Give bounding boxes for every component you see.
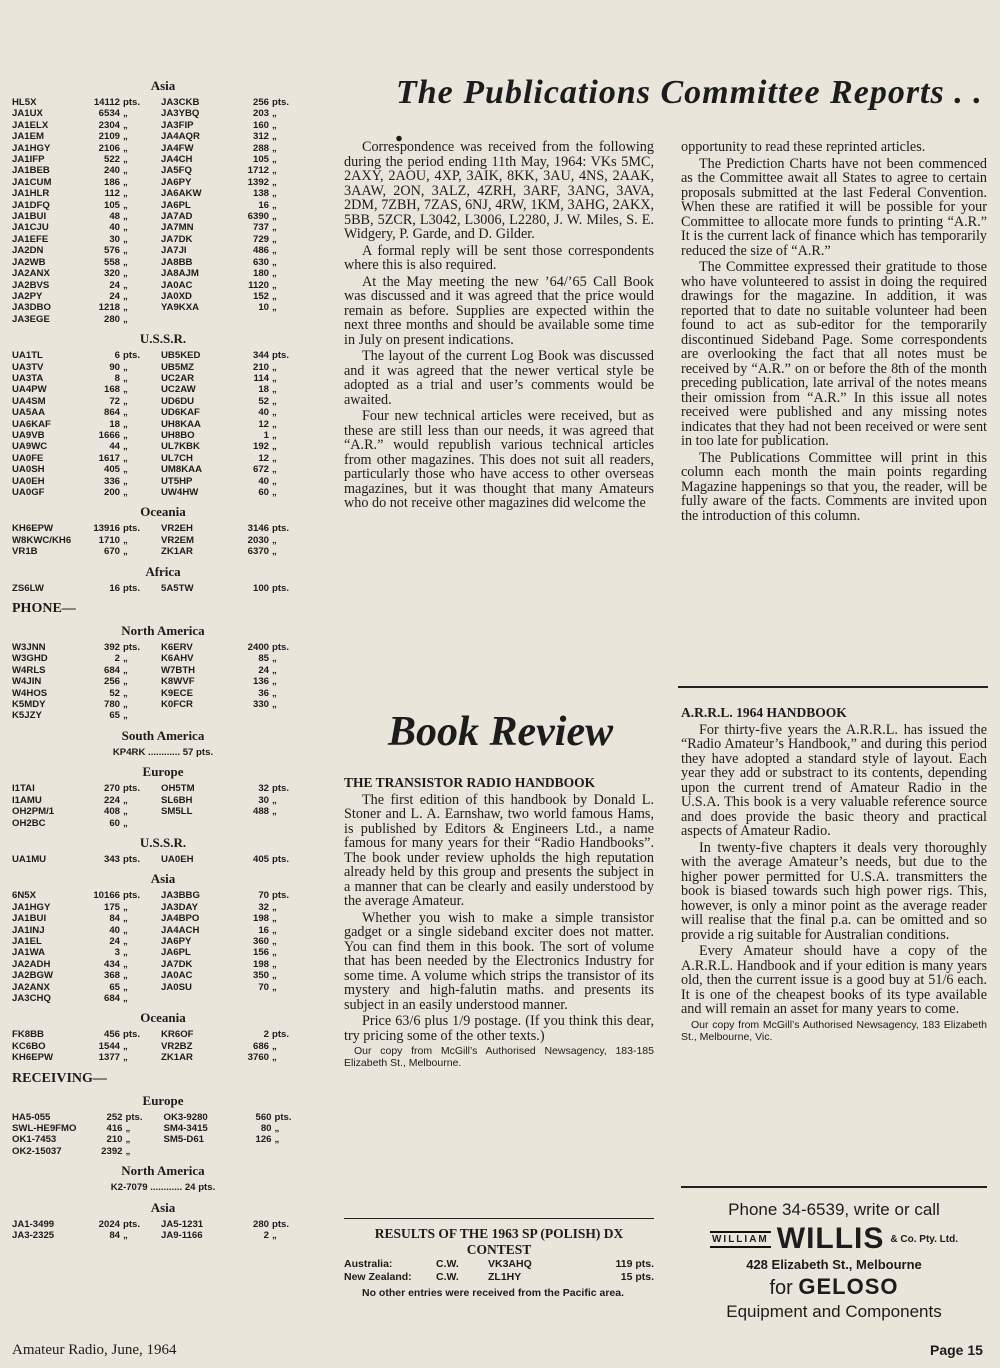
table-row: JA3-2325 84 „ JA9-1166 2 „ bbox=[12, 1230, 277, 1242]
score-region-heading: Oceania bbox=[140, 504, 186, 520]
score-region-heading: Europe bbox=[142, 764, 184, 780]
table-row: W4HOS 52 „ K9ECE 36 „ bbox=[12, 687, 277, 699]
table-row: K5MDY 780 „ K0FCR 330 „ bbox=[12, 699, 277, 711]
review-paragraph: Whether you wish to make a simple transistor gadget or a single sideband exciter does not matter. You can find them in this book. The sort of volume that has been needed by the Electronics Industry for some time. A volume which strips the transistor of its mystery and high-falutin maths. and presents its subject in an easily understood manner. bbox=[344, 909, 654, 1013]
pub-paragraph: The Prediction Charts have not been commenced as the Committee await all States to agree to certain proposals submitted at the last Federal Convention. When these are ratified it will be possible for your Committee to allocate more funds to printing “A.R.” It is the current lack of finance which has temporarily reduced the size of “A.R.” bbox=[681, 155, 987, 259]
score-table bbox=[12, 523, 314, 557]
footer-issue: Amateur Radio, June, 1964 bbox=[12, 1342, 177, 1358]
table-row: UA4PW 168 „ UC2AW 18 „ bbox=[12, 384, 277, 396]
dx-score-listing bbox=[12, 72, 314, 1241]
table-row: VR1B 670 „ ZK1AR 6370 „ bbox=[12, 546, 277, 558]
table-row: UA1MU 343 pts. UA0EH 405 pts. bbox=[12, 853, 290, 865]
table-row: I1AMU 224 „ SL6BH 30 „ bbox=[12, 794, 277, 806]
score-table bbox=[12, 350, 314, 498]
table-row: ZS6LW 16 pts. 5A5TW 100 pts. bbox=[12, 582, 290, 594]
logo-co: & Co. Pty. Ltd. bbox=[890, 1233, 958, 1245]
table-row: JA1ELX 2304 „ JA3FIP 160 „ bbox=[12, 119, 277, 131]
table-row: UA4SM 72 „ UD6DU 52 „ bbox=[12, 395, 277, 407]
table-row: KC6BO 1544 „ VR2BZ 686 „ bbox=[12, 1040, 277, 1052]
score-table bbox=[12, 583, 314, 594]
score-region-heading: Asia bbox=[150, 78, 176, 93]
table-row: JA3EGE 280 „ bbox=[12, 313, 128, 325]
score-region-heading: U.S.S.R. bbox=[139, 834, 187, 850]
table-row: JA1BEB 240 „ JA5FQ 1712 „ bbox=[12, 165, 277, 177]
score-region-heading: North America bbox=[121, 623, 205, 639]
table-row: OK2-15037 2392 „ bbox=[12, 1145, 131, 1157]
review-paragraph: Every Amateur should have a copy of the A.R.R.L. Handbook and if your edition is many years old, then the current issue is a good buy at 51/6 each. It is one of the cheapest books of its type available and will remain an asset for many years to come. bbox=[681, 943, 987, 1017]
score-category-heading: PHONE— bbox=[12, 601, 76, 617]
score-region-heading: Oceania bbox=[140, 1010, 186, 1026]
score-region-heading: South America bbox=[121, 727, 205, 743]
table-row: Australia: C.W. VK3AHQ 119 pts. bbox=[344, 1258, 654, 1270]
table-row: UA6KAF 18 „ UH8KAA 12 „ bbox=[12, 418, 277, 430]
score-region-heading: Africa bbox=[145, 563, 181, 579]
table-row: JA2PY 24 „ JA0XD 152 „ bbox=[12, 290, 277, 302]
score-table bbox=[12, 854, 314, 865]
table-row: K5JZY 65 „ bbox=[12, 710, 128, 722]
review-paragraph: For thirty-five years the A.R.R.L. has issued the “Radio Amateur’s Handbook,” and during this period they have adopted a standard style of layout. Each year they add or substract to its contents, depending upon the current trend of Amateur Radio in the U.S.A. This book is a very valuable reference source and does provide the basic theory and practical aspects of Amateur Radio. bbox=[681, 721, 987, 839]
score-table bbox=[12, 1112, 314, 1158]
table-row: JA1EM 2109 „ JA4AQR 312 „ bbox=[12, 131, 277, 143]
table-row: JA1UX 6534 „ JA3YBQ 203 „ bbox=[12, 108, 277, 120]
score-region-heading: Asia bbox=[150, 871, 176, 887]
table-row: JA2DN 576 „ JA7JI 486 „ bbox=[12, 245, 277, 257]
table-row: SWL-HE9FMO 416 „ SM4-3415 80 „ bbox=[12, 1123, 280, 1134]
table-row: UA0FE 1617 „ UL7CH 12 „ bbox=[12, 452, 277, 464]
table-row: JA2ANX 320 „ JA8AJM 180 „ bbox=[12, 268, 277, 280]
table-row: JA1CUM 186 „ JA6PY 1392 „ bbox=[12, 176, 277, 188]
willis-advertisement bbox=[681, 1198, 987, 1323]
score-single-entry: KP4RK ............ 57 pts. bbox=[112, 746, 214, 758]
table-row: JA2BGW 368 „ JA0AC 350 „ bbox=[12, 970, 277, 982]
table-row: JA1BUI 84 „ JA4BPO 198 „ bbox=[12, 913, 277, 925]
score-table bbox=[12, 1219, 314, 1242]
review-source-note: Our copy from McGill’s Authorised Newsagency, 183 Elizabeth St., Melbourne, Vic. bbox=[681, 1018, 987, 1043]
ad-for-line: for GELOSO bbox=[769, 1274, 899, 1299]
table-row: JA1WA 3 „ JA6PL 156 „ bbox=[12, 947, 277, 959]
score-single-entry: K2-7079 ............ 24 pts. bbox=[110, 1182, 216, 1194]
score-region-heading: North America bbox=[121, 1163, 205, 1179]
table-row: OK1-7453 210 „ SM5-D61 126 „ bbox=[12, 1134, 280, 1146]
score-region-heading: Asia bbox=[150, 1199, 176, 1215]
table-row: New Zealand: C.W. ZL1HY 15 pts. bbox=[344, 1271, 654, 1283]
review-heading: THE TRANSISTOR RADIO HANDBOOK bbox=[344, 775, 596, 790]
table-row: JA2ANX 65 „ JA0SU 70 „ bbox=[12, 981, 277, 993]
logo-willis: WILLIS bbox=[776, 1222, 885, 1255]
table-row: JA1IFP 522 „ JA4CH 105 „ bbox=[12, 154, 277, 166]
table-row: JA1BUI 48 „ JA7AD 6390 „ bbox=[12, 211, 277, 223]
page-number: Page 15 bbox=[930, 1342, 983, 1358]
pub-column-2 bbox=[681, 140, 987, 525]
table-row: JA3CHQ 684 „ bbox=[12, 992, 128, 1004]
table-row: JA1INJ 40 „ JA4ACH 16 „ bbox=[12, 924, 277, 936]
book-review-title: Book Review bbox=[388, 709, 614, 755]
table-row: JA2BVS 24 „ JA0AC 1120 „ bbox=[12, 279, 277, 291]
table-row: 6N5X 10166 pts. JA3BBG 70 pts. bbox=[12, 890, 290, 902]
score-category-heading: RECEIVING— bbox=[12, 1070, 107, 1086]
table-row: JA3DBO 1218 „ YA9KXA 10 „ bbox=[12, 302, 277, 314]
pub-paragraph: The layout of the current Log Book was discussed and it was agreed that the newer vertical style be adopted as a trial and user’s comments would be awaited. bbox=[344, 348, 654, 408]
table-row: UA5AA 864 „ UD6KAF 40 „ bbox=[12, 407, 277, 419]
ad-equipment: Equipment and Components bbox=[726, 1302, 942, 1321]
ad-brand: GELOSO bbox=[798, 1274, 899, 1299]
table-row: UA1TL 6 pts. UB5KED 344 pts. bbox=[12, 350, 290, 362]
willis-logo bbox=[681, 1222, 987, 1256]
table-row: W4JIN 256 „ K8WVF 136 „ bbox=[12, 676, 277, 688]
table-row: W3JNN 392 pts. K6ERV 2400 pts. bbox=[12, 642, 290, 654]
ad-phone: Phone 34-6539, write or call bbox=[728, 1200, 940, 1219]
review-paragraph: The first edition of this handbook by Donald L. Stoner and L. A. Earnshaw, two world famous Hams, is published by Editors & Engineers Ltd., a name famous for many years for their “Radio Handbooks”. The book under review upholds the high reputation already held by this group and presents the subject in a manner that can be clearly and easily understood by the average Amateur. bbox=[344, 791, 654, 909]
table-row: JA1DFQ 105 „ JA6PL 16 „ bbox=[12, 199, 277, 211]
table-row: JA1-3499 2024 pts. JA5-1231 280 pts. bbox=[12, 1218, 290, 1230]
pub-paragraph: Four new technical articles were received, but as these are still less than our needs, it was agreed that “A.R.” would republish various technical articles from other magazines. This does not suit all readers, particularly those who have access to other overseas magazines, but it was thought that many Amateurs who do not receive other magazines did welcome the bbox=[344, 408, 654, 511]
table-row: HA5-055 252 pts. OK3-9280 560 pts. bbox=[12, 1111, 292, 1123]
table-row: W3GHD 2 „ K6AHV 85 „ bbox=[12, 653, 277, 665]
review-heading: A.R.R.L. 1964 HANDBOOK bbox=[681, 705, 847, 720]
pub-paragraph: A formal reply will be sent those correspondents where this is also required. bbox=[344, 242, 654, 273]
results-title: RESULTS OF THE 1963 SP (POLISH) DX CONTEST bbox=[374, 1226, 624, 1257]
results-table bbox=[344, 1258, 654, 1284]
table-row: JA2WB 558 „ JA8BB 630 „ bbox=[12, 256, 277, 268]
review-paragraph: Price 63/6 plus 1/9 postage. (If you think this dear, try pricing some of the other texts.) bbox=[344, 1013, 654, 1044]
section-divider bbox=[678, 686, 988, 688]
table-row: HL5X 14112 pts. JA3CKB 256 pts. bbox=[12, 97, 290, 108]
score-table bbox=[12, 783, 314, 829]
table-row: JA1HLR 112 „ JA6AKW 138 „ bbox=[12, 188, 277, 200]
score-region-heading: Europe bbox=[142, 1092, 184, 1108]
score-table bbox=[12, 642, 314, 722]
table-row: JA2ADH 434 „ JA7DK 198 „ bbox=[12, 958, 277, 970]
table-row: I1TAI 270 pts. OH5TM 32 pts. bbox=[12, 783, 290, 795]
pub-paragraph-continued: opportunity to read these reprinted articles. bbox=[681, 139, 926, 155]
score-table bbox=[12, 1029, 314, 1063]
ad-address: 428 Elizabeth St., Melbourne bbox=[746, 1257, 922, 1272]
table-row: JA1HGY 175 „ JA3DAY 32 „ bbox=[12, 901, 277, 913]
table-row: JA1EL 24 „ JA6PY 360 „ bbox=[12, 935, 277, 947]
table-row: OH2BC 60 „ bbox=[12, 817, 128, 829]
ad-divider bbox=[681, 1186, 987, 1188]
pub-paragraph: Correspondence was received from the following during the period ending 11th May, 1964: VKs 5MC, 2AXY, 2AOU, 4XP, 3AIK, 8KK, 3AU, 4NS, 2AAK, 3AAW, 2ON, 3ALZ, 4ZRH, 3ARF, 3ANG, 3AVA, 2DM, 7ZBH, 7ZAS, 6NJ, 4RW, 1KM, 3AHG, 2AKX, 5BB, 5ZCR, L3042, L3006, L2280, J. W. Miles, S. E. Widgery, P. Garde, and D. Gilder. bbox=[344, 139, 654, 242]
sp-contest-results bbox=[344, 1226, 654, 1299]
table-row: UA9WC 44 „ UL7KBK 192 „ bbox=[12, 441, 277, 453]
arrl-handbook-review bbox=[681, 706, 987, 1045]
score-region-heading: U.S.S.R. bbox=[139, 331, 187, 347]
table-row: UA0GF 200 „ UW4HW 60 „ bbox=[12, 487, 277, 498]
score-table bbox=[12, 890, 314, 1004]
logo-william: WILLIAM bbox=[710, 1231, 771, 1248]
table-row: JA1CJU 40 „ JA7MN 737 „ bbox=[12, 222, 277, 234]
pub-paragraph: At the May meeting the new ’64/’65 Call Book was discussed and it was agreed that the price would remain as before. Supplies are expected within the next three months and should be available some time in July on present indications. bbox=[344, 273, 654, 348]
table-row: KH6EPW 1377 „ ZK1AR 3760 „ bbox=[12, 1052, 277, 1064]
pub-column-1 bbox=[344, 140, 654, 513]
review-paragraph: In twenty-five chapters it deals very thoroughly with the average Amateur’s needs, but due to the higher power permitted for U.S.A. transmitters the book is biased towards such high power rigs. This, however, is only a minor point as the average reader will realise that the final p.a. can be omitted and so provide a rig suitable for Australian conditions. bbox=[681, 839, 987, 943]
table-row: W8KWC/KH6 1710 „ VR2EM 2030 „ bbox=[12, 534, 277, 546]
transistor-handbook-review bbox=[344, 776, 654, 1071]
table-row: UA0SH 405 „ UM8KAA 672 „ bbox=[12, 464, 277, 476]
table-row: UA9VB 1666 „ UH8BO 1 „ bbox=[12, 429, 277, 441]
table-row: W4RLS 684 „ W7BTH 24 „ bbox=[12, 664, 277, 676]
review-source-note: Our copy from McGill’s Authorised Newsagency, 183-185 Elizabeth St., Melbourne. bbox=[344, 1045, 654, 1069]
table-row: UA0EH 336 „ UT5HP 40 „ bbox=[12, 475, 277, 487]
results-divider bbox=[344, 1218, 654, 1219]
table-row: UA3TA 8 „ UC2AR 114 „ bbox=[12, 372, 277, 384]
table-row: KH6EPW 13916 pts. VR2EH 3146 pts. bbox=[12, 523, 290, 535]
table-row: OH2PM/1 408 „ SM5LL 488 „ bbox=[12, 806, 277, 818]
publications-committee-title: The Publications Committee Reports . . . bbox=[396, 74, 983, 149]
table-row: JA1HGY 2106 „ JA4FW 288 „ bbox=[12, 142, 277, 154]
table-row: JA1EFE 30 „ JA7DK 729 „ bbox=[12, 233, 277, 245]
pub-paragraph: The Publications Committee will print in this column each month the main points regarding Magazine happenings so that you, the reader, will be fully aware of the facts. Comments are invited upon the introduction of this column. bbox=[681, 449, 987, 524]
results-note: No other entries were received from the Pacific area. bbox=[362, 1287, 625, 1299]
pub-paragraph: The Committee expressed their gratitude to those who have volunteered to assist in doing the required drawings for the magazine. In addition, it was reported that to date no suitable volunteer had been found to act as sub-editor for the temporarily discontinued Sideband Page. Some correspondents are overlooking the fact that all notes must be received by “A.R.” on or before the 8th of the month preceding publication, late arrival of the notes means their omission from “A.R.” In this issue all notes received were published and any missing notes indicates that they had not been received or were sent in too late for publication. bbox=[681, 259, 987, 449]
table-row: UA3TV 90 „ UB5MZ 210 „ bbox=[12, 361, 277, 373]
score-table bbox=[12, 97, 314, 325]
table-row: FK8BB 456 pts. KR6OF 2 pts. bbox=[12, 1029, 290, 1041]
